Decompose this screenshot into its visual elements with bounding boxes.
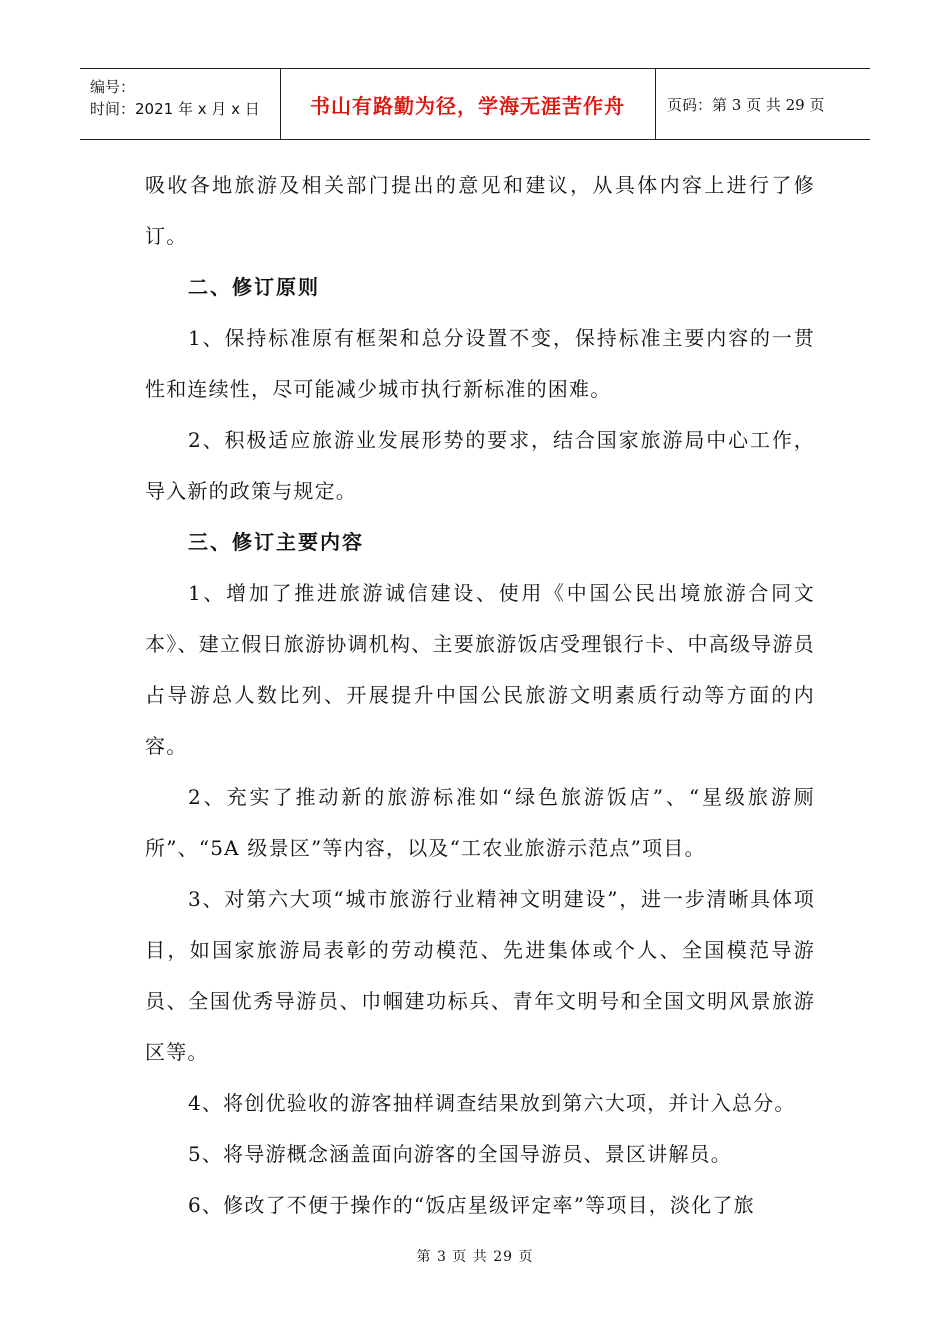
page-header — [80, 68, 870, 140]
paragraph: 1、增加了推进旅游诚信建设、使用《中国公民出境旅游合同文本》、建立假日旅游协调机构、主要旅游饭店受理银行卡、中高级导游员占导游总人数比列、开展提升中国公民旅游文明素质行动等方面的内容。 — [145, 581, 815, 758]
paragraph: 3、对第六大项“城市旅游行业精神文明建设”，进一步清晰具体项目，如国家旅游局表彰的劳动模范、先进集体或个人、全国模范导游员、全国优秀导游员、巾帼建功标兵、青年文明号和全国文明风景旅游区等。 — [145, 887, 815, 1064]
header-motto-cell — [280, 69, 656, 139]
document-body — [145, 160, 815, 1231]
paragraph: 2、积极适应旅游业发展形势的要求，结合国家旅游局中心工作，导入新的政策与规定。 — [145, 428, 815, 503]
page-footer — [0, 1246, 950, 1266]
document-number-label: 编号： — [90, 78, 136, 96]
document-date-label: 时间：2021 年 x 月 x 日 — [90, 100, 260, 118]
paragraph: 4、将创优验收的游客抽样调查结果放到第六大项，并计入总分。 — [188, 1091, 796, 1115]
paragraph: 6、修改了不便于操作的“饭店星级评定率”等项目，淡化了旅 — [188, 1193, 755, 1217]
paragraph: 2、充实了推动新的旅游标准如“绿色旅游饭店”、“星级旅游厕所”、“5A 级景区”等内容，以及“工农业旅游示范点”项目。 — [145, 785, 815, 860]
footer-page-number: 第 3 页 共 29 页 — [416, 1249, 534, 1265]
paragraph: 5、将导游概念涵盖面向游客的全国导游员、景区讲解员。 — [188, 1142, 732, 1166]
header-page-info: 页码：第 3 页 共 29 页 — [667, 95, 825, 114]
paragraph: 1、保持标准原有框架和总分设置不变，保持标准主要内容的一贯性和连续性，尽可能减少城市执行新标准的困难。 — [145, 326, 815, 401]
header-meta-cell — [80, 69, 281, 139]
header-page-cell — [655, 69, 870, 139]
section-heading: 三、修订主要内容 — [188, 530, 364, 554]
section-heading: 二、修订原则 — [188, 275, 320, 299]
header-motto: 书山有路勤为径，学海无涯苦作舟 — [310, 93, 625, 118]
paragraph: 吸收各地旅游及相关部门提出的意见和建议，从具体内容上进行了修订。 — [145, 173, 815, 248]
